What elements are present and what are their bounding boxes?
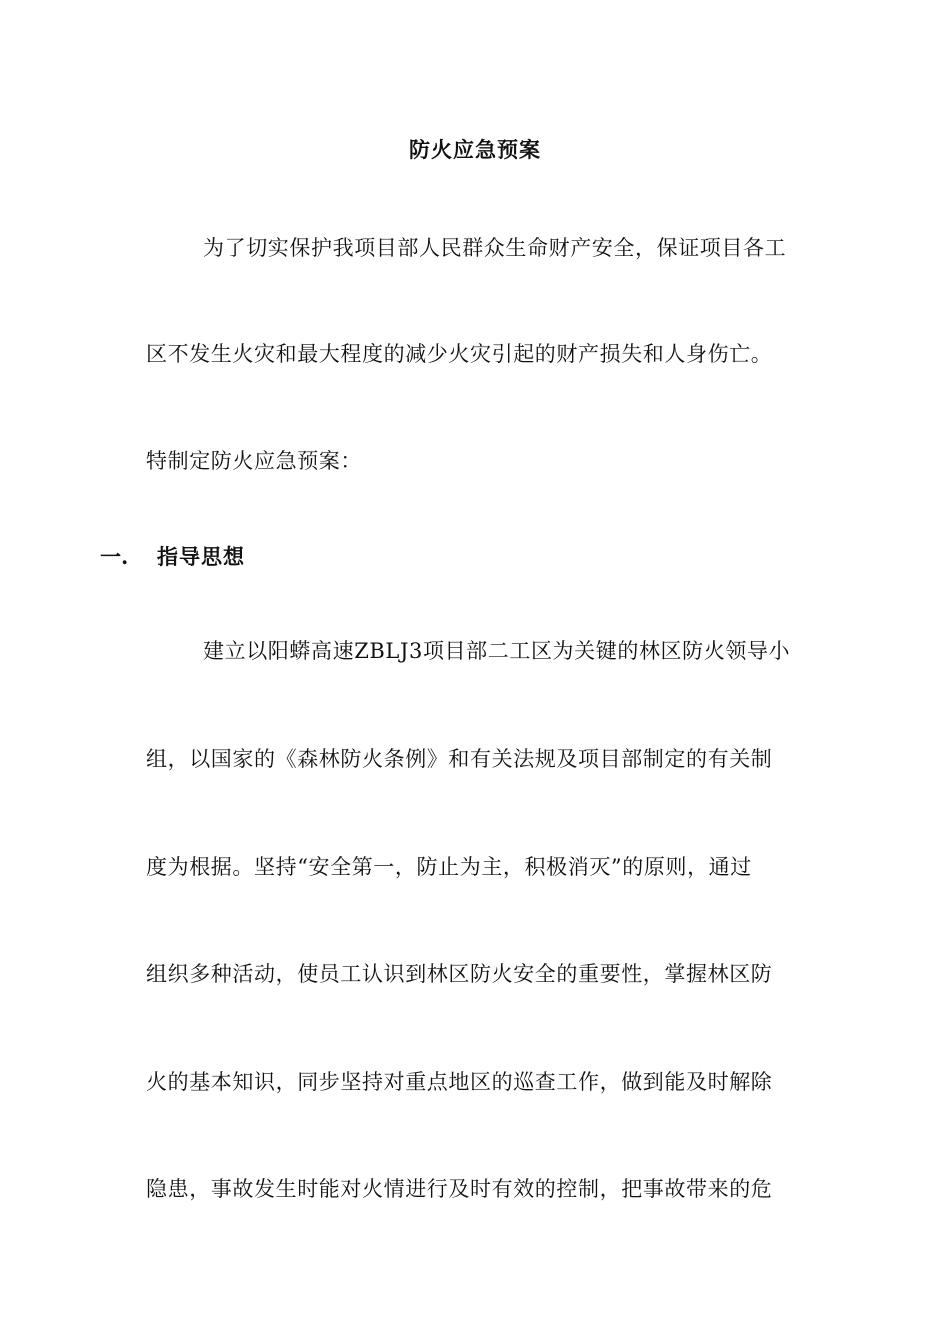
- section-line-5: 火的基本知识，同步坚持对重点地区的巡查工作，做到能及时解除: [146, 1070, 773, 1094]
- section-line-4: 组织多种活动，使员工认识到林区防火安全的重要性，掌握林区防: [146, 962, 773, 986]
- section-line-2: 组，以国家的《森林防火条例》和有关法规及项目部制定的有关制: [146, 747, 773, 771]
- intro-line-3: 特制定防火应急预案：: [146, 449, 362, 473]
- section-line-6: 隐患，事故发生时能对火情进行及时有效的控制，把事故带来的危: [146, 1177, 773, 1201]
- section-line-3: 度为根据。坚持“安全第一，防止为主，积极消灭”的原则，通过: [146, 855, 752, 879]
- document-title: 防火应急预案: [409, 137, 541, 162]
- intro-line-2: 区不发生火灾和最大程度的减少火灾引起的财产损失和人身伤亡。: [146, 342, 773, 366]
- intro-line-1: 为了切实保护我项目部人民群众生命财产安全，保证项目各工: [203, 236, 787, 260]
- section-heading: 指导思想: [157, 544, 245, 569]
- section-number: 一.: [100, 544, 129, 569]
- section-line-1: 建立以阳蟒高速ZBLJ3项目部二工区为关键的林区防火领导小: [203, 639, 791, 663]
